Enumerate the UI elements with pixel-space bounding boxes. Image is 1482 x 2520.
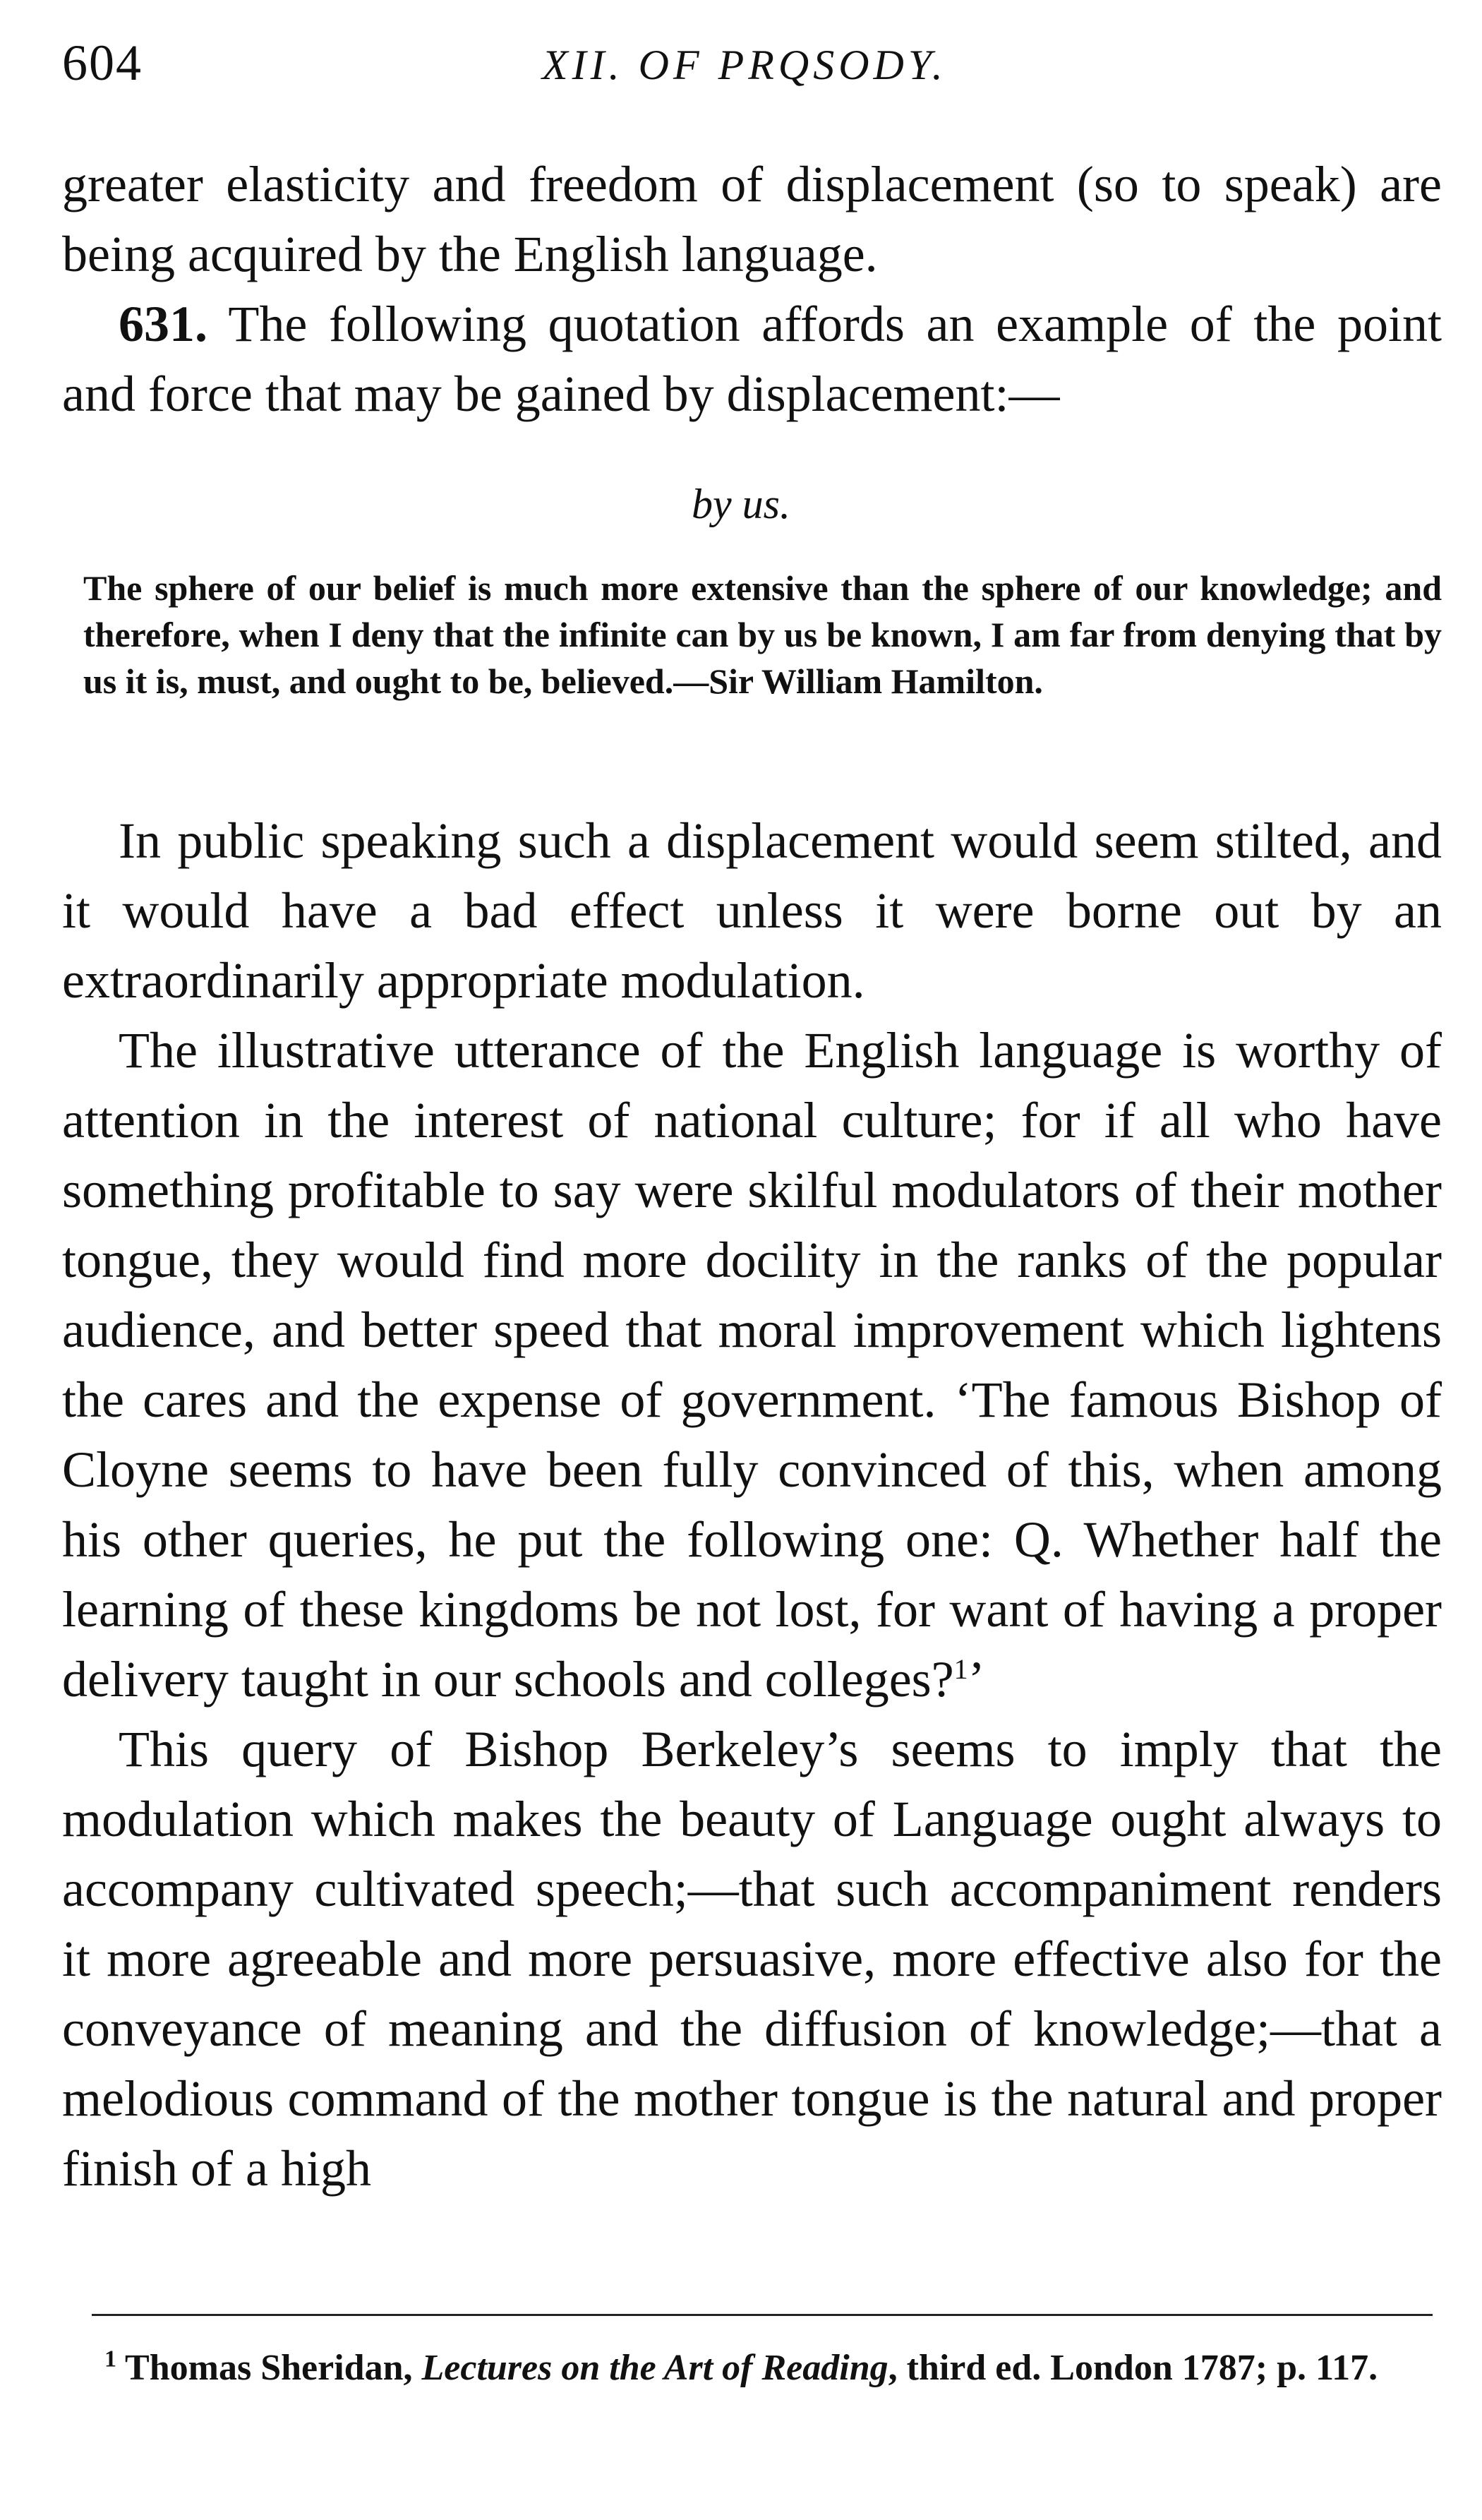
footnote-reference: 1: [953, 1653, 968, 1685]
page-header: [62, 28, 1442, 106]
block-quote-text: The sphere of our belief is much more extensive than the sphere of our knowledge; and therefore, when I deny that the infinite can by us be known, I am far from denying that by us it is, must, and ought to be, believed.—Sir William Hamilton.: [83, 568, 1442, 701]
footnote-mark: 1: [104, 2346, 116, 2372]
section-number: 631.: [119, 296, 207, 352]
paragraph-public-speaking: In public speaking such a displacement would seem stilted, and it would have a bad effect unless it were borne out by an extraordinarily appropriate modulation.: [62, 812, 1442, 1009]
running-head: XII. OF PRQSODY.: [542, 42, 947, 88]
closing-quote-mark: ’: [968, 1651, 985, 1708]
footnote-title: Lectures on the Art of Reading: [421, 2348, 888, 2388]
block-quote: [83, 565, 1442, 704]
paragraph-631-text: The following quotation affords an example of the point and force that may be gained by displacement:—: [62, 296, 1442, 422]
opening-text: [62, 150, 1442, 429]
paragraph-illustrative-utterance: [62, 1016, 1442, 1715]
main-text: [62, 806, 1442, 2204]
footnote-divider: [92, 2314, 1433, 2316]
footnote: [62, 2342, 1442, 2394]
paragraph-berkeley-query: This query of Bishop Berkeley’s seems to imply that the modulation which makes the beauty of Language ought always to accompany cultivated speech;—that such accompaniment renders it more agreeable and more persuasive, more effective also for the conveyance of meaning and the diffusion of knowledge;—that a melodious command of the mother tongue is the natural and proper finish of a high: [62, 1721, 1442, 2197]
paragraph-illustrative-utterance-text: The illustrative utterance of the English language is worthy of attention in the interest of national culture; for if all who have something profitable to say were skilful modulators of their mother tongue, they would find more docility in the ranks of the popular audience, and better speed that moral improvement which lightens the cares and the expense of government. ‘The famous Bishop of Cloyne seems to have been fully convinced of this, when among his other queries, he put the following one: Q. Whether half the learning of these kingdoms be not lost, for want of having a proper delivery taught in our schools and colleges?: [62, 1022, 1442, 1708]
quote-heading: by us.: [692, 481, 790, 527]
footnote-author: Thomas Sheridan,: [116, 2348, 422, 2388]
paragraph-631: [62, 289, 1442, 429]
page-number: 604: [62, 35, 143, 91]
footnote-details: , third ed. London 1787; p. 117.: [888, 2348, 1378, 2388]
paragraph-continuation: greater elasticity and freedom of displacement (so to speak) are being acquired by the English language.: [62, 156, 1442, 282]
